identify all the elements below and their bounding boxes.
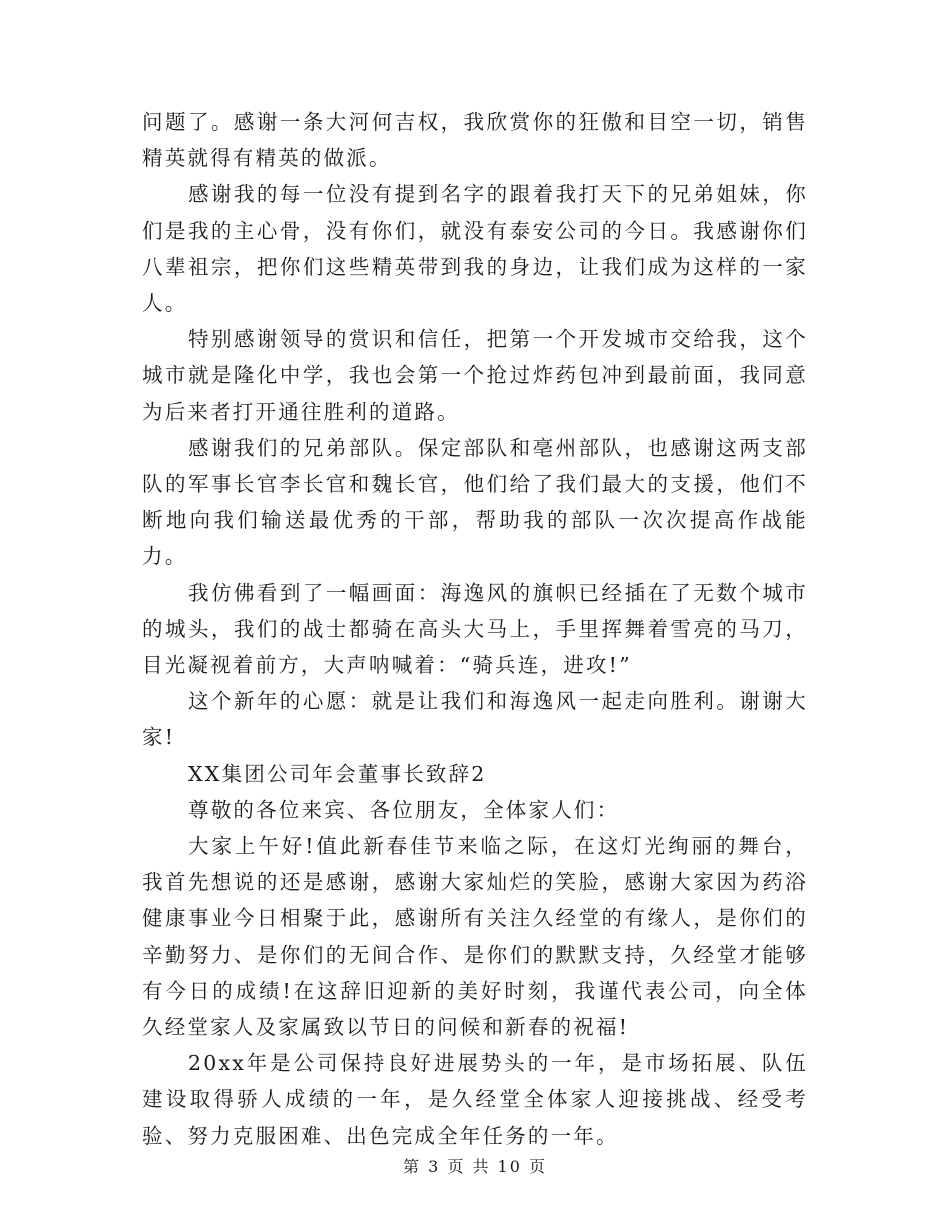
salutation: 尊敬的各位来宾、各位朋友，全体家人们： <box>188 797 620 822</box>
paragraph: 感谢我的每一位没有提到名字的跟着我打天下的兄弟姐妹，你们是我的主心骨，没有你们，就没有泰安公司的今日。我感谢你们八辈祖宗，把你们这些精英带到我的身边，让我们成为这样的一家人。 <box>142 182 808 316</box>
section-heading: XX集团公司年会董事长致辞2 <box>188 761 487 786</box>
document-body <box>142 104 808 1154</box>
paragraph-continuation: 问题了。感谢一条大河何吉权，我欣赏你的狂傲和目空一切，销售精英就得有精英的做派。 <box>142 110 808 171</box>
paragraph: 20xx年是公司保持良好进展势头的一年，是市场拓展、队伍建设取得骄人成绩的一年，是久经堂全体家人迎接挑战、经受考验、努力克服困难、出色完成全年任务的一年。 <box>142 1051 808 1148</box>
paragraph: 感谢我们的兄弟部队。保定部队和亳州部队，也感谢这两支部队的军事长官李长官和魏长官，他们给了我们最大的支援，他们不断地向我们输送最优秀的干部，帮助我的部队一次次提高作战能力。 <box>142 435 808 569</box>
paragraph: 我仿佛看到了一幅画面：海逸风的旗帜已经插在了无数个城市的城头，我们的战士都骑在高头大马上，手里挥舞着雪亮的马刀，目光凝视着前方，大声呐喊着：“骑兵连，进攻!” <box>142 580 808 678</box>
paragraph: 大家上午好!值此新春佳节来临之际，在这灯光绚丽的舞台，我首先想说的还是感谢，感谢大家灿烂的笑脸，感谢大家因为药浴健康事业今日相聚于此，感谢所有关注久经堂的有缘人，是你们的辛勤努力、是你们的无间合作、是你们的默默支持，久经堂才能够有今日的成绩!在这辞旧迎新的美好时刻，我谨代表公司，向全体久经堂家人及家属致以节日的问候和新春的祝福! <box>142 834 808 1040</box>
paragraph: 这个新年的心愿：就是让我们和海逸风一起走向胜利。谢谢大家! <box>142 689 808 750</box>
paragraph: 特别感谢领导的赏识和信任，把第一个开发城市交给我，这个城市就是隆化中学，我也会第一个抢过炸药包冲到最前面，我同意为后来者打开通往胜利的道路。 <box>142 327 808 424</box>
page-number-footer: 第 3 页 共 10 页 <box>403 1157 547 1176</box>
